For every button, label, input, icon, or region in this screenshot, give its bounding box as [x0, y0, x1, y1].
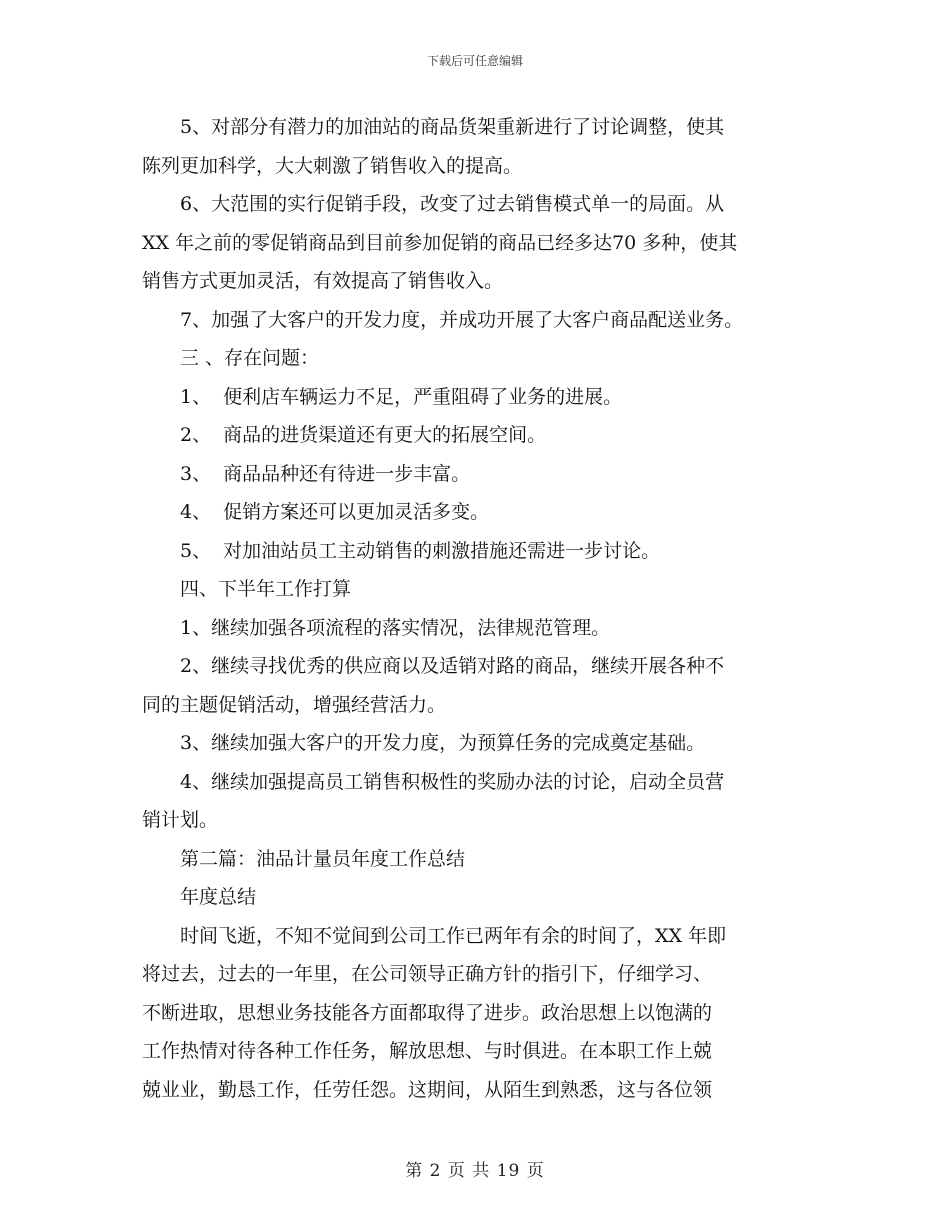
problem-item-3 [142, 455, 832, 494]
plan-item-4 [142, 763, 832, 840]
text-line: 6、大范围的实行促销手段，改变了过去销售模式单一的局面。从 [180, 193, 725, 215]
text-line: 工作热情对待各种工作任务，解放思想、与时俱进。在本职工作上兢 [142, 1040, 713, 1062]
page-header: 下载后可任意编辑 [426, 54, 523, 68]
section-heading-problems [142, 339, 832, 378]
text-line: 4、 促销方案还可以更加灵活多变。 [180, 501, 490, 523]
text-line: 销售方式更加灵活，有效提高了销售收入。 [142, 270, 504, 292]
plan-item-2 [142, 647, 832, 724]
text-line: 将过去，过去的一年里，在公司领导正确方针的指引下，仔细学习、 [142, 963, 713, 985]
text-line: 7、加强了大客户的开发力度，并成功开展了大客户商品配送业务。 [180, 308, 744, 331]
text-line: 5、 对加油站员工主动销售的刺激措施还需进一步讨论。 [180, 539, 661, 562]
problem-item-4 [142, 493, 832, 532]
paragraph-item-7-key-accounts [142, 301, 832, 340]
section-heading-plans [142, 570, 832, 609]
text-line: 1、 便利店车辆运力不足，严重阻碍了业务的进展。 [180, 385, 623, 408]
text-line: 时间飞逝，不知不觉间到公司工作已两年有余的时间了，XX 年即 [180, 924, 727, 947]
paragraph-item-6-promotion [142, 185, 832, 301]
text-line: 3、 商品品种还有待进一步丰富。 [180, 462, 471, 485]
text-line: 第二篇：油品计量员年度工作总结 [180, 847, 466, 870]
document-body [142, 108, 832, 1109]
plan-item-1 [142, 609, 832, 648]
text-line: 1、继续加强各项流程的落实情况，法律规范管理。 [180, 616, 611, 639]
text-line: 同的主题促销活动，增强经营活力。 [142, 693, 447, 716]
problem-item-1 [142, 378, 832, 417]
text-line: 兢业业，勤恳工作，任劳任怨。这期间，从陌生到熟悉，这与各位领 [142, 1078, 713, 1101]
text-line: 5、对部分有潜力的加油站的商品货架重新进行了讨论调整，使其 [180, 116, 725, 138]
article-title [142, 840, 832, 879]
problem-item-5 [142, 532, 832, 571]
paragraph-item-5-shelves [142, 108, 832, 185]
text-line: 陈列更加科学，大大刺激了销售收入的提高。 [142, 154, 523, 177]
text-line: 2、继续寻找优秀的供应商以及适销对路的商品，继续开展各种不 [180, 655, 725, 677]
plan-item-3 [142, 724, 832, 763]
text-line: 4、继续加强提高员工销售积极性的奖励办法的讨论，启动全员营 [180, 770, 725, 793]
text-line: 2、 商品的进货渠道还有更大的拓展空间。 [180, 424, 547, 446]
page-footer: 第 2 页 共 19 页 [405, 1161, 545, 1181]
text-line: 三 、存在问题： [180, 347, 320, 369]
text-line: 3、继续加强大客户的开发力度，为预算任务的完成奠定基础。 [180, 732, 706, 754]
article-subtitle [142, 878, 832, 917]
text-line: XX 年之前的零促销商品到目前参加促销的商品已经多达70 多种，使其 [142, 231, 738, 254]
text-line: 销计划。 [142, 809, 219, 831]
body-paragraph [142, 917, 832, 1110]
text-line: 四、下半年工作打算 [180, 578, 352, 600]
text-line: 年度总结 [180, 886, 257, 908]
problem-item-2 [142, 416, 832, 455]
text-line: 不断进取，思想业务技能各方面都取得了进步。政治思想上以饱满的 [142, 1001, 713, 1024]
